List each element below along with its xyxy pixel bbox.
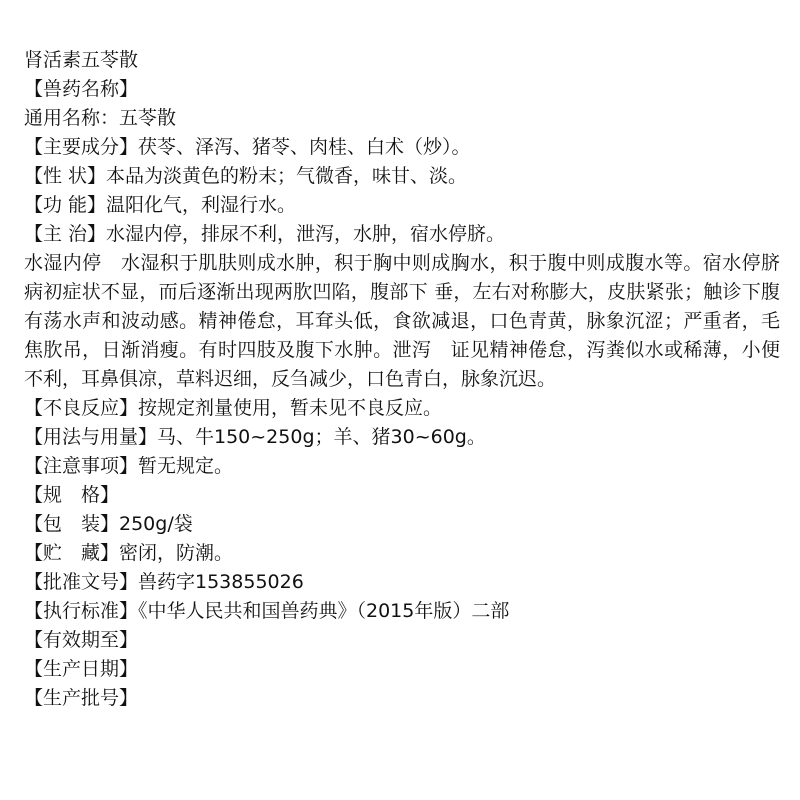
adverse-reactions: 【不良反应】按规定剂量使用，暂未见不良反应。 (24, 397, 443, 419)
product-label-document (24, 46, 800, 713)
usage-dosage: 【用法与用量】马、牛150~250g；羊、猪30~60g。 (24, 426, 486, 448)
main-ingredients: 【主要成分】茯苓、泽泻、猪苓、肉桂、白术（炒）。 (24, 136, 471, 158)
function: 【功 能】温阳化气，利湿行水。 (24, 194, 297, 216)
product-title: 肾活素五苓散 (24, 49, 139, 71)
precautions: 【注意事项】暂无规定。 (24, 455, 234, 477)
specification: 【规 格】 (24, 484, 120, 506)
section-vet-drug-name: 【兽药名称】 (24, 78, 139, 100)
generic-name: 通用名称：五苓散 (24, 107, 177, 129)
storage: 【贮 藏】密闭，防潮。 (24, 542, 234, 564)
batch-number: 【生产批号】 (24, 687, 139, 709)
indications: 【主 治】水湿内停，排尿不利，泄泻，水肿，宿水停脐。 (24, 223, 506, 245)
indications-description: 水湿内停 水湿积于肌肤则成水肿，积于胸中则成胸水，积于腹中则成腹水等。宿水停脐 病初症状不显，而后逐渐出现两肷凹陷，腹部下 垂，左右对称膨大，皮肤紧张；触诊下腹有荡水声和波动感。精神倦怠，耳耷头低，食欲减退，口色青黄，脉象沉涩；严重者，毛焦肷吊，日渐消瘦。有时四肢及腹下水肿。泄泻 证见精神倦怠，泻粪似水或稀薄，小便不利，耳鼻俱凉，草料迟细，反刍减少，口色青白，脉象沉迟。 (24, 252, 800, 390)
packaging: 【包 装】250g/袋 (24, 513, 193, 535)
properties: 【性 状】本品为淡黄色的粉末；气微香，味甘、淡。 (24, 165, 468, 187)
expiry-date: 【有效期至】 (24, 629, 139, 651)
executive-standard: 【执行标准】《中华人民共和国兽药典》（2015年版）二部 (24, 600, 510, 622)
approval-number: 【批准文号】兽药字153855026 (24, 571, 304, 593)
production-date: 【生产日期】 (24, 658, 139, 680)
